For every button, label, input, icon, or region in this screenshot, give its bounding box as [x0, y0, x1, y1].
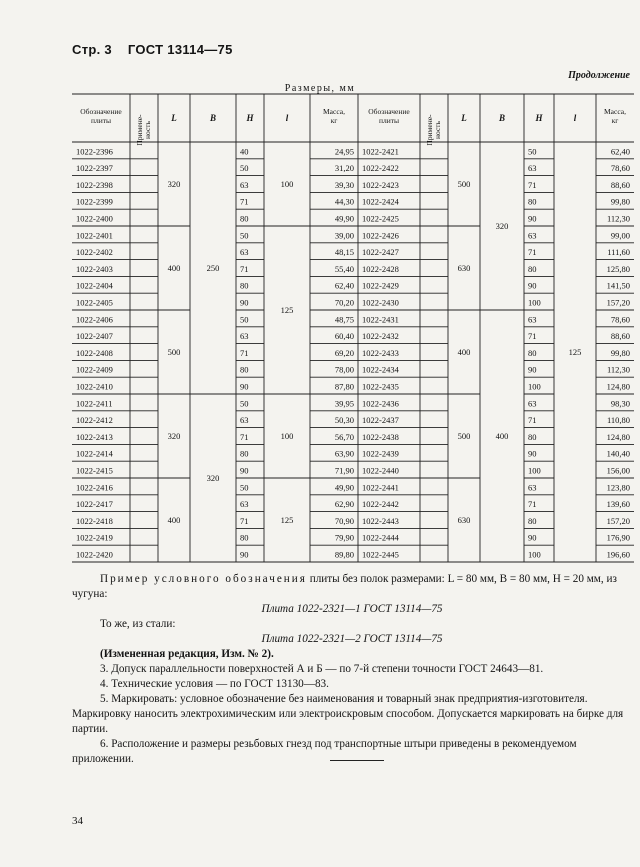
left-mass: 70,90: [334, 515, 354, 526]
right-code: 1022-2441: [362, 482, 399, 493]
right-mass: 141,50: [606, 280, 630, 291]
header-cell: кг: [611, 116, 619, 125]
left-code: 1022-2404: [76, 280, 113, 291]
right-L-value: 630: [457, 515, 471, 525]
header-cell: L: [171, 113, 177, 123]
header-cell: B: [498, 113, 506, 123]
right-mass: 99,00: [610, 230, 630, 241]
right-code: 1022-2422: [362, 163, 399, 174]
left-l-value: 125: [280, 515, 294, 525]
left-code: 1022-2400: [76, 213, 113, 224]
left-h: 50: [240, 230, 249, 241]
right-code: 1022-2421: [362, 146, 399, 157]
left-h: 90: [240, 465, 249, 476]
designation-cast-iron: Плита 1022-2321—1 ГОСТ 13114—75: [261, 603, 443, 615]
left-h: 40: [240, 146, 249, 157]
left-code: 1022-2401: [76, 230, 113, 241]
left-h: 90: [240, 381, 249, 392]
right-code: 1022-2426: [362, 230, 399, 241]
right-code: 1022-2443: [362, 515, 399, 526]
right-code: 1022-2428: [362, 263, 399, 274]
left-L-value: 400: [167, 263, 181, 273]
left-B-value: 320: [206, 473, 220, 483]
header-cell: кг: [330, 116, 338, 125]
note-5: 5. Маркировать: условное обозначение без наименования и товарный знак предприятия-изготовителя. Маркировку наносить электрохимическим или электроискровым способом. Допускается маркировать на бирке для партии.: [72, 693, 624, 735]
right-l-value: 125: [568, 347, 582, 357]
left-code: 1022-2396: [76, 146, 113, 157]
right-L-value: 630: [457, 263, 471, 273]
right-mass: 88,60: [610, 331, 630, 342]
right-code: 1022-2439: [362, 448, 399, 459]
left-h: 80: [240, 213, 249, 224]
left-h: 80: [240, 280, 249, 291]
right-code: 1022-2429: [362, 280, 399, 291]
standard-label: ГОСТ 13114—75: [127, 42, 233, 57]
page-number: 34: [72, 815, 83, 827]
right-mass: 196,60: [606, 549, 630, 560]
left-mass: 63,90: [334, 448, 354, 459]
left-code: 1022-2406: [76, 314, 113, 325]
left-mass: 69,20: [334, 347, 354, 358]
right-h: 100: [528, 549, 541, 560]
right-mass: 78,60: [610, 163, 630, 174]
right-h: 71: [528, 415, 537, 426]
end-rule: [330, 760, 384, 761]
left-h: 63: [240, 499, 249, 510]
left-mass: 79,90: [334, 532, 354, 543]
left-L-value: 400: [167, 515, 181, 525]
header-applicability: Примене-: [425, 114, 434, 146]
right-h: 63: [528, 482, 537, 493]
left-mass: 31,20: [334, 163, 354, 174]
left-mass: 24,95: [334, 146, 354, 157]
right-h: 80: [528, 263, 537, 274]
note-4: 4. Технические условия — по ГОСТ 13130—83.: [100, 678, 329, 690]
left-code: 1022-2402: [76, 247, 113, 258]
right-h: 71: [528, 331, 537, 342]
left-L-value: 320: [167, 179, 181, 189]
right-h: 90: [528, 213, 537, 224]
right-code: 1022-2436: [362, 398, 399, 409]
left-code: 1022-2417: [76, 499, 113, 510]
left-l-value: 100: [280, 431, 294, 441]
header-cell: L: [461, 113, 467, 123]
left-h: 63: [240, 415, 249, 426]
left-code: 1022-2413: [76, 431, 113, 442]
right-mass: 99,80: [610, 347, 630, 358]
left-mass: 39,30: [334, 179, 354, 190]
left-mass: 62,40: [334, 280, 354, 291]
left-h: 63: [240, 331, 249, 342]
steel-label: То же, из стали:: [100, 618, 176, 630]
left-l-value: 125: [280, 305, 294, 315]
right-mass: 124,80: [606, 431, 630, 442]
right-mass: 88,60: [610, 179, 630, 190]
right-code: 1022-2435: [362, 381, 399, 392]
header-cell: Масса,: [604, 107, 626, 116]
right-h: 63: [528, 230, 537, 241]
right-code: 1022-2445: [362, 549, 399, 560]
units-caption: Размеры, мм: [284, 83, 356, 94]
left-h: 63: [240, 179, 249, 190]
left-code: 1022-2409: [76, 364, 113, 375]
left-code: 1022-2414: [76, 448, 113, 459]
left-h: 80: [240, 532, 249, 543]
revision-note: (Измененная редакция, Изм. № 2).: [100, 648, 274, 660]
left-code: 1022-2418: [76, 515, 113, 526]
left-mass: 39,00: [334, 230, 354, 241]
left-mass: 87,80: [334, 381, 354, 392]
example-text: плиты без полок размерами: L = 80 мм, B = 80 мм, H = 20 мм, из чугуна:: [72, 573, 617, 600]
left-mass: 78,00: [334, 364, 354, 375]
right-mass: 157,20: [606, 515, 630, 526]
left-h: 50: [240, 482, 249, 493]
left-mass: 60,40: [334, 331, 354, 342]
right-code: 1022-2444: [362, 532, 399, 543]
right-h: 90: [528, 364, 537, 375]
left-code: 1022-2403: [76, 263, 113, 274]
right-mass: 125,80: [606, 263, 630, 274]
right-mass: 78,60: [610, 314, 630, 325]
left-h: 50: [240, 398, 249, 409]
left-code: 1022-2411: [76, 398, 113, 409]
left-mass: 48,75: [334, 314, 354, 325]
left-h: 71: [240, 431, 249, 442]
page-label: Стр. 3: [72, 42, 112, 57]
left-h: 71: [240, 263, 249, 274]
left-L-value: 320: [167, 431, 181, 441]
header-cell: l: [285, 113, 289, 123]
right-code: 1022-2430: [362, 297, 399, 308]
left-mass: 48,15: [334, 247, 354, 258]
left-mass: 62,90: [334, 499, 354, 510]
header-cell: плиты: [378, 116, 400, 125]
left-code: 1022-2415: [76, 465, 113, 476]
right-code: 1022-2427: [362, 247, 399, 258]
right-h: 90: [528, 448, 537, 459]
right-mass: 98,30: [610, 398, 630, 409]
left-code: 1022-2408: [76, 347, 113, 358]
right-code: 1022-2433: [362, 347, 399, 358]
right-mass: 112,30: [606, 364, 630, 375]
right-code: 1022-2434: [362, 364, 399, 375]
left-h: 71: [240, 515, 249, 526]
left-L-value: 500: [167, 347, 181, 357]
header-applicability: ность: [433, 121, 442, 139]
right-h: 90: [528, 280, 537, 291]
header-applicability: Примене-: [135, 114, 144, 146]
right-mass: 157,20: [606, 297, 630, 308]
right-h: 63: [528, 398, 537, 409]
left-code: 1022-2412: [76, 415, 113, 426]
right-mass: 156,00: [606, 465, 630, 476]
right-code: 1022-2442: [362, 499, 399, 510]
right-code: 1022-2432: [362, 331, 399, 342]
continuation-label: Продолжение: [568, 70, 630, 81]
left-code: 1022-2419: [76, 532, 113, 543]
left-h: 80: [240, 364, 249, 375]
header-cell: Масса,: [323, 107, 345, 116]
header-cell: H: [246, 113, 254, 123]
example-heading: Пример условного обозначения: [100, 573, 307, 585]
designation-steel: Плита 1022-2321—2 ГОСТ 13114—75: [261, 633, 443, 645]
right-mass: 123,80: [606, 482, 630, 493]
right-h: 71: [528, 499, 537, 510]
left-h: 71: [240, 196, 249, 207]
left-h: 90: [240, 549, 249, 560]
right-h: 80: [528, 431, 537, 442]
right-L-value: 500: [457, 431, 471, 441]
right-h: 71: [528, 247, 537, 258]
left-code: 1022-2397: [76, 163, 113, 174]
note-6: 6. Расположение и размеры резьбовых гнезд под транспортные штыри приведены в рекомендуемом приложении.: [72, 738, 577, 765]
right-mass: 140,40: [606, 448, 630, 459]
right-h: 71: [528, 179, 537, 190]
right-mass: 110,80: [606, 415, 630, 426]
left-h: 50: [240, 163, 249, 174]
left-code: 1022-2416: [76, 482, 113, 493]
right-code: 1022-2440: [362, 465, 399, 476]
left-code: 1022-2410: [76, 381, 113, 392]
right-mass: 112,30: [606, 213, 630, 224]
right-h: 63: [528, 314, 537, 325]
left-h: 63: [240, 247, 249, 258]
right-mass: 62,40: [610, 146, 630, 157]
right-h: 50: [528, 146, 537, 157]
right-h: 80: [528, 347, 537, 358]
header-cell: l: [573, 113, 577, 123]
right-code: 1022-2424: [362, 196, 399, 207]
right-h: 100: [528, 297, 541, 308]
notes-block: [72, 572, 632, 767]
header-cell: B: [209, 113, 217, 123]
right-mass: 111,60: [607, 247, 630, 258]
left-mass: 56,70: [334, 431, 354, 442]
right-h: 80: [528, 196, 537, 207]
right-mass: 124,80: [606, 381, 630, 392]
header-cell: H: [535, 113, 543, 123]
right-h: 90: [528, 532, 537, 543]
right-h: 80: [528, 515, 537, 526]
right-code: 1022-2431: [362, 314, 399, 325]
left-mass: 50,30: [334, 415, 354, 426]
right-L-value: 500: [457, 179, 471, 189]
right-code: 1022-2425: [362, 213, 399, 224]
right-B-value: 400: [495, 431, 509, 441]
left-h: 71: [240, 347, 249, 358]
right-L-value: 400: [457, 347, 471, 357]
right-B-value: 320: [495, 221, 509, 231]
header-cell: плиты: [90, 116, 112, 125]
right-h: 63: [528, 163, 537, 174]
right-h: 100: [528, 465, 541, 476]
note-3: 3. Допуск параллельности поверхностей А и Б — по 7-й степени точности ГОСТ 24643—81.: [100, 663, 544, 675]
left-mass: 49,90: [334, 482, 354, 493]
right-mass: 99,80: [610, 196, 630, 207]
left-mass: 55,40: [334, 263, 354, 274]
left-h: 80: [240, 448, 249, 459]
left-mass: 71,90: [334, 465, 354, 476]
right-mass: 176,90: [606, 532, 630, 543]
header-cell: Обозначение: [80, 107, 122, 116]
left-code: 1022-2407: [76, 331, 113, 342]
right-code: 1022-2438: [362, 431, 399, 442]
right-mass: 139,60: [606, 499, 630, 510]
left-code: 1022-2398: [76, 179, 113, 190]
left-h: 50: [240, 314, 249, 325]
right-h: 100: [528, 381, 541, 392]
right-code: 1022-2437: [362, 415, 399, 426]
right-code: 1022-2423: [362, 179, 399, 190]
header-applicability: ность: [143, 121, 152, 139]
left-h: 90: [240, 297, 249, 308]
left-l-value: 100: [280, 179, 294, 189]
left-code: 1022-2420: [76, 549, 113, 560]
left-B-value: 250: [206, 263, 220, 273]
left-mass: 89,80: [334, 549, 354, 560]
left-mass: 49,90: [334, 213, 354, 224]
left-mass: 39,95: [334, 398, 354, 409]
left-code: 1022-2405: [76, 297, 113, 308]
left-mass: 44,30: [334, 196, 354, 207]
left-mass: 70,20: [334, 297, 354, 308]
left-code: 1022-2399: [76, 196, 113, 207]
header-cell: Обозначение: [368, 107, 410, 116]
